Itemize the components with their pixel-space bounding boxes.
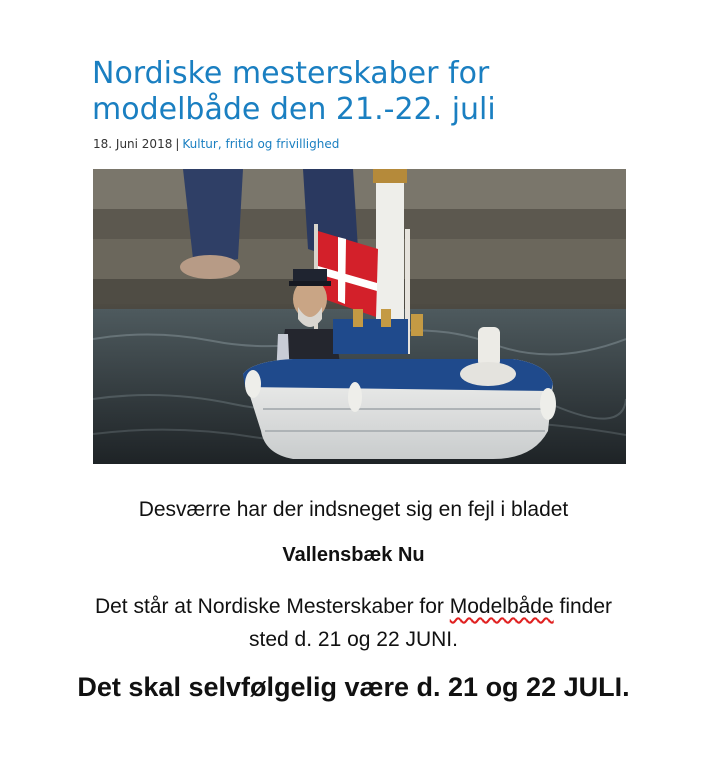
article-title-line1: Nordiske mesterskaber for bbox=[92, 56, 490, 91]
meta-separator: | bbox=[175, 137, 180, 151]
notice-line-3-end: finder bbox=[553, 595, 613, 618]
notice-line-3-start: Det står at Nordiske Mesterskaber for bbox=[94, 595, 450, 618]
notice-line-4: sted d. 21 og 22 JUNI. bbox=[249, 628, 458, 651]
article-category-link[interactable]: Kultur, fritid og frivillighed bbox=[182, 137, 340, 151]
article-title bbox=[92, 56, 652, 128]
notice-line-1: Desværre har der indsneget sig en fejl i bladet bbox=[138, 498, 569, 521]
notice-line-3 bbox=[0, 590, 707, 656]
misspelled-word: Modelbåde bbox=[449, 595, 554, 618]
article-title-line2: modelbåde den 21.-22. juli bbox=[92, 92, 496, 127]
article-meta bbox=[93, 137, 339, 151]
notice-publication-name: Vallensbæk Nu bbox=[282, 544, 425, 566]
model-boat-photo bbox=[93, 169, 626, 464]
correction-statement: Det skal selvfølgelig være d. 21 og 22 JULI. bbox=[77, 672, 630, 702]
article-date: 18. Juni 2018 bbox=[93, 137, 173, 151]
article-photo bbox=[93, 169, 626, 464]
